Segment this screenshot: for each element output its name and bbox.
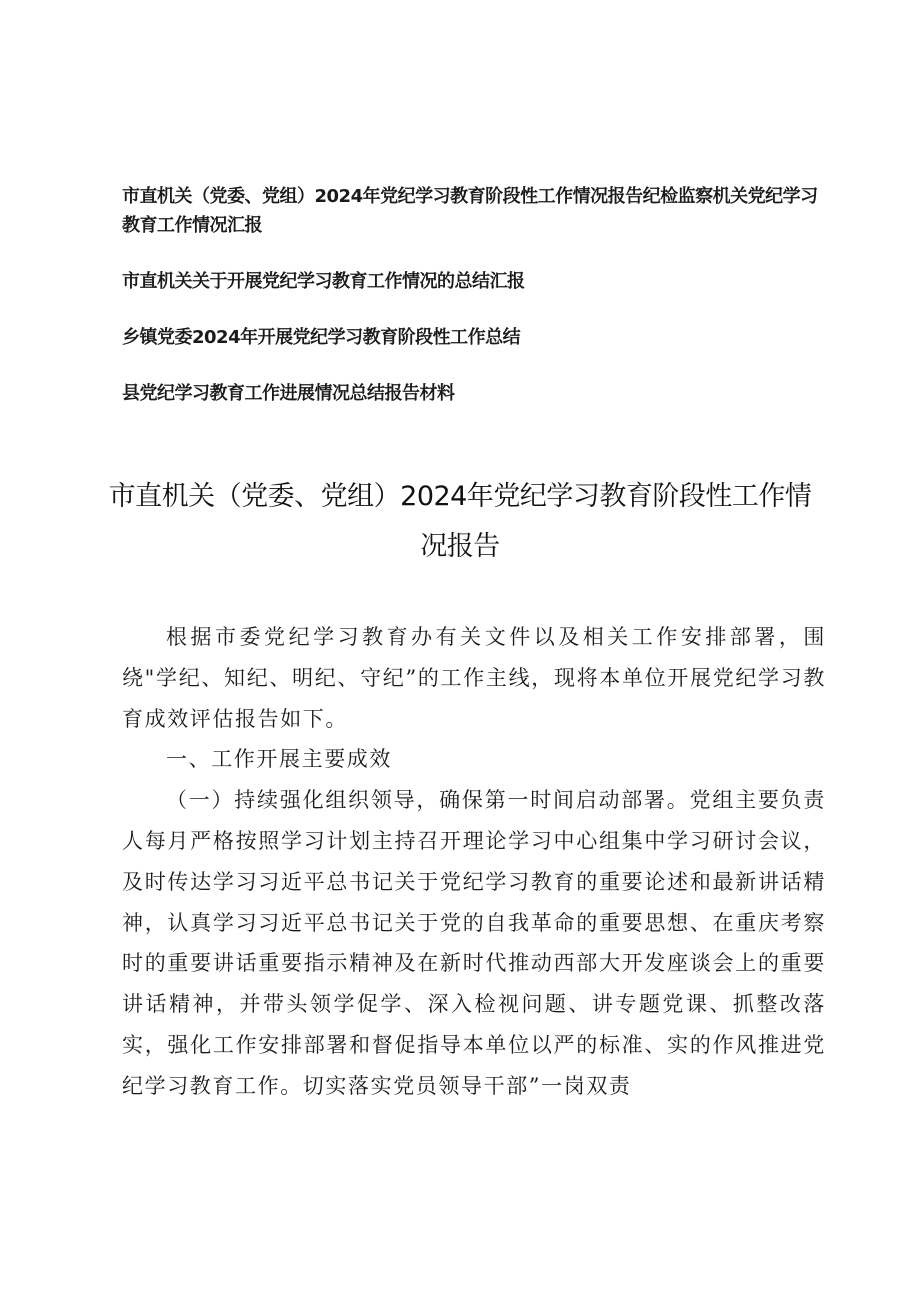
table-of-contents <box>122 182 822 435</box>
document-body <box>122 617 826 1107</box>
document-title: 市直机关（党委、党组）2024年党纪学习教育阶段性工作情况报告 <box>108 481 812 562</box>
body-paragraph: （一）持续强化组织领导，确保第一时间启动部署。党组主要负责人每月严格按照学习计划主持召开理论学习中心组集中学习研讨会议，及时传达学习习近平总书记关于党纪学习教育的重要论述和最新讲话精神，认真学习习近平总书记关于党的自我革命的重要思想、在重庆考察时的重要讲话重要指示精神及在新时代推动西部大开发座谈会上的重要讲话精神，并带头领学促学、深入检视问题、讲专题党课、抓整改落实，强化工作安排部署和督促指导本单位以严的标准、实的作风推进党纪学习教育工作。切实落实党员领导干部”一岗双责 <box>122 788 826 1098</box>
body-paragraph: 根据市委党纪学习教育办有关文件以及相关工作安排部署，围绕"学纪、知纪、明纪、守纪”的工作主线，现将本单位开展党纪学习教育成效评估报告如下。 <box>122 625 826 731</box>
section-heading: 一、工作开展主要成效 <box>166 747 392 772</box>
toc-item[interactable]: 乡镇党委2024年开展党纪学习教育阶段性工作总结 <box>122 327 521 348</box>
toc-item[interactable]: 市直机关关于开展党纪学习教育工作情况的总结汇报 <box>122 271 525 292</box>
toc-item[interactable]: 市直机关（党委、党组）2024年党纪学习教育阶段性工作情况报告纪检监察机关党纪学习教育工作情况汇报 <box>122 186 818 236</box>
toc-item[interactable]: 县党纪学习教育工作进展情况总结报告材料 <box>122 383 455 404</box>
